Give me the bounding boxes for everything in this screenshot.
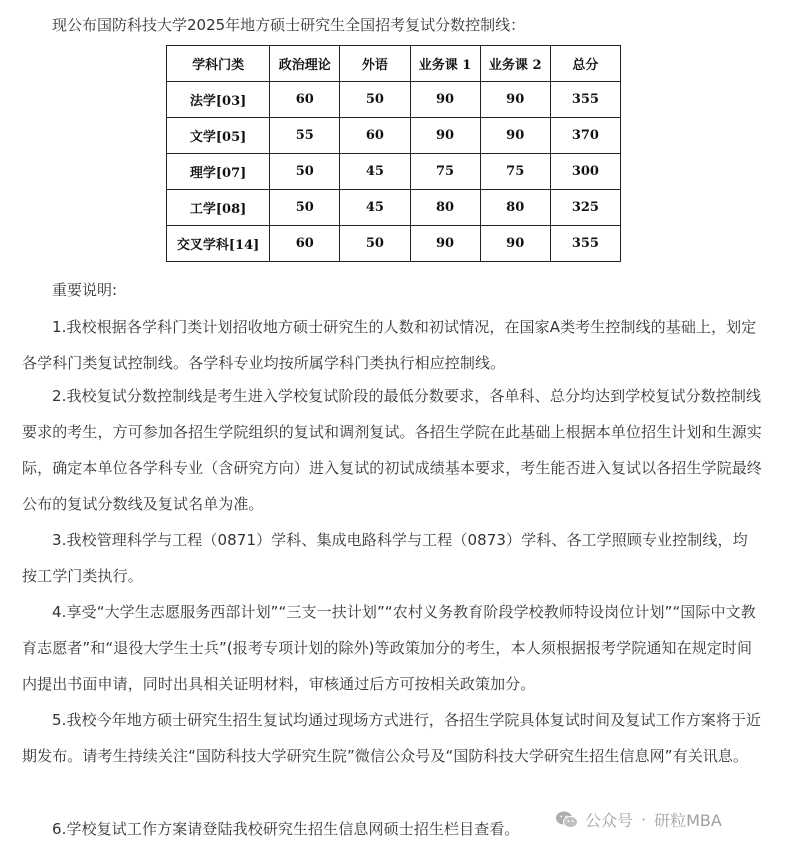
note-paragraph-6: 6.学校复试工作方案请登陆我校研究生招生信息网硕士招生栏目查看。 (52, 820, 520, 838)
table-row (167, 154, 621, 190)
cell-subject-2: 90 (480, 82, 550, 118)
cell-subject-1: 90 (410, 226, 480, 262)
header-total: 总分 (550, 46, 620, 82)
cell-subject-1: 90 (410, 82, 480, 118)
cell-politics: 60 (270, 226, 340, 262)
note-paragraph-4: 4.享受“大学生志愿服务西部计划”“三支一扶计划”“农村义务教育阶段学校教师特设岗位计划”“国际中文教育志愿者”和“退役大学生士兵”(报考专项计划的除外)等政策加分的考生，本人须根据报考学院通知在规定时间内提出书面申请，同时出具相关证明材料，审核通过后方可按相关政策加分。 (22, 603, 756, 693)
header-subject-2: 业务课 2 (480, 46, 550, 82)
cell-politics: 50 (270, 154, 340, 190)
cell-total: 355 (550, 226, 620, 262)
note-paragraph-5: 5.我校今年地方硕士研究生招生复试均通过现场方式进行，各招生学院具体复试时间及复试工作方案将于近期发布。请考生持续关注“国防科技大学研究生院”微信公众号及“国防科技大学研究生招生信息网”有关讯息。 (22, 711, 762, 765)
cell-subject-2: 80 (480, 190, 550, 226)
cell-politics: 55 (270, 118, 340, 154)
cell-total: 355 (550, 82, 620, 118)
cell-subject-2: 75 (480, 154, 550, 190)
intro-text: 现公布国防科技大学2025年地方硕士研究生全国招考复试分数控制线： (52, 16, 526, 34)
watermark-account: 研粒MBA (654, 811, 722, 830)
cell-foreign-language: 45 (340, 154, 410, 190)
wechat-icon (555, 809, 579, 831)
cell-foreign-language: 45 (340, 190, 410, 226)
table-row (167, 226, 621, 262)
cell-subject-1: 80 (410, 190, 480, 226)
note-paragraph-2: 2.我校复试分数控制线是考生进入学校复试阶段的最低分数要求，各单科、总分均达到学校复试分数控制线要求的考生，方可参加各招生学院组织的复试和调剂复试。各招生学院在此基础上根据本单位招生计划和生源实际，确定本单位各学科专业（含研究方向）进入复试的初试成绩基本要求，考生能否进入复试以各招生学院最终公布的复试分数线及复试名单为准。 (22, 387, 762, 513)
cell-foreign-language: 50 (340, 82, 410, 118)
header-subject-1: 业务课 1 (410, 46, 480, 82)
cell-subject-2: 90 (480, 118, 550, 154)
score-table (166, 45, 621, 262)
header-category: 学科门类 (167, 46, 270, 82)
watermark (555, 808, 722, 831)
cell-politics: 50 (270, 190, 340, 226)
cell-category: 文学[05] (167, 118, 270, 154)
cell-category: 交叉学科[14] (167, 226, 270, 262)
table-row (167, 190, 621, 226)
cell-subject-2: 90 (480, 226, 550, 262)
cell-subject-1: 90 (410, 118, 480, 154)
watermark-label: 公众号 (585, 811, 634, 830)
notes-title: 重要说明: (52, 281, 118, 299)
note-paragraph-3: 3.我校管理科学与工程（0871）学科、集成电路科学与工程（0873）学科、各工学照顾专业控制线，均按工学门类执行。 (22, 531, 748, 585)
table-row (167, 82, 621, 118)
watermark-separator: · (641, 810, 647, 829)
header-politics: 政治理论 (270, 46, 340, 82)
table-header-row (167, 46, 621, 82)
cell-category: 法学[03] (167, 82, 270, 118)
cell-subject-1: 75 (410, 154, 480, 190)
cell-total: 325 (550, 190, 620, 226)
cell-total: 300 (550, 154, 620, 190)
cell-total: 370 (550, 118, 620, 154)
note-paragraph-1: 1.我校根据各学科门类计划招收地方硕士研究生的人数和初试情况，在国家A类考生控制线的基础上，划定各学科门类复试控制线。各学科专业均按所属学科门类执行相应控制线。 (22, 318, 757, 372)
cell-foreign-language: 60 (340, 118, 410, 154)
cell-category: 工学[08] (167, 190, 270, 226)
header-foreign-language: 外语 (340, 46, 410, 82)
cell-foreign-language: 50 (340, 226, 410, 262)
cell-category: 理学[07] (167, 154, 270, 190)
cell-politics: 60 (270, 82, 340, 118)
table-row (167, 118, 621, 154)
